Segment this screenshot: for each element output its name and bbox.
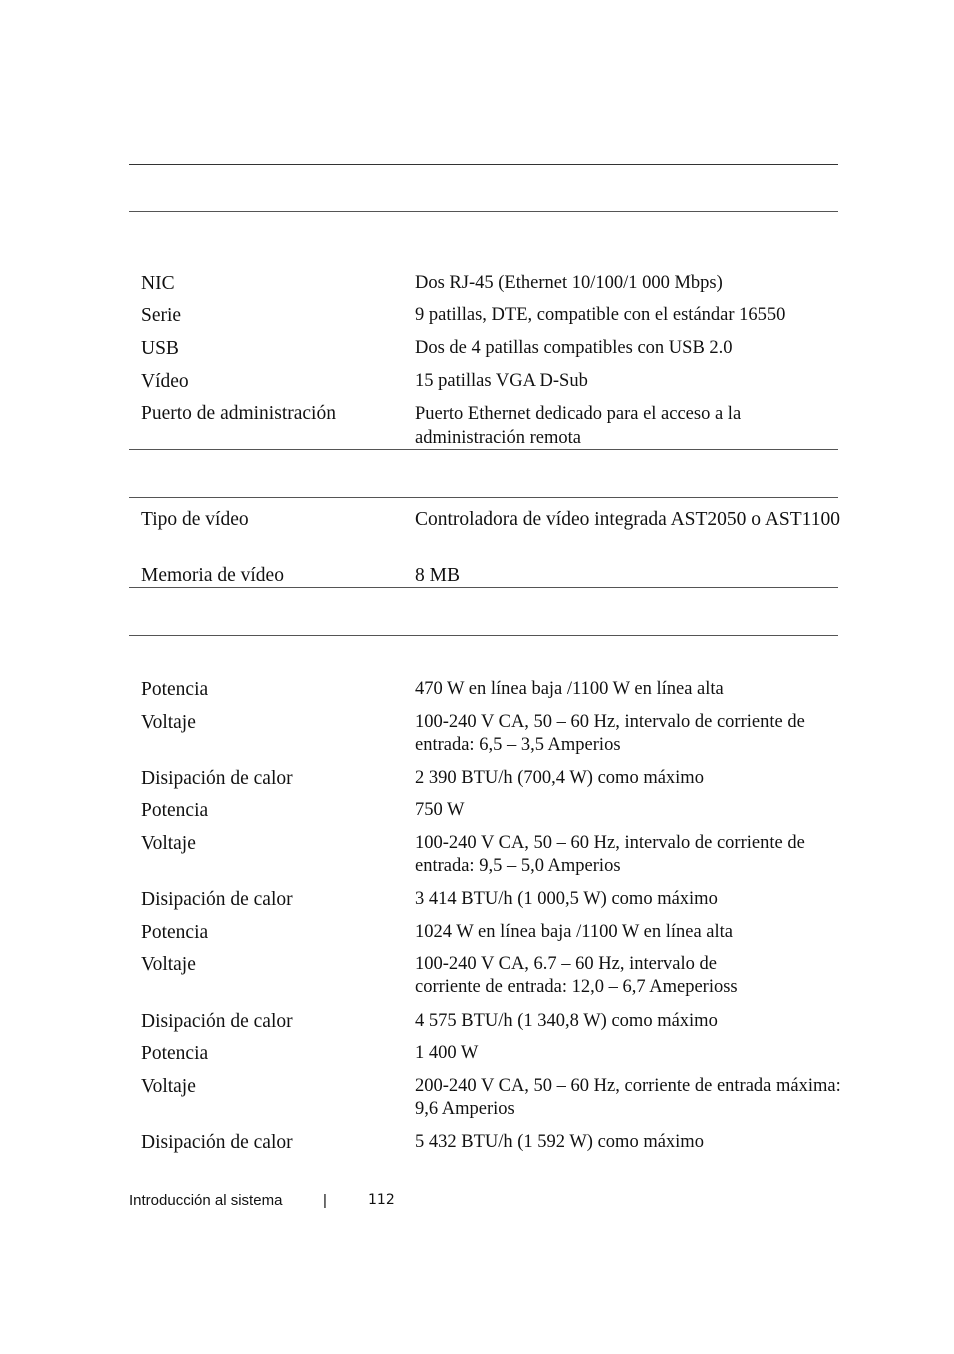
row-label: Voltaje [141,833,196,854]
row-label: NIC [141,273,175,294]
row-value: 100-240 V CA, 50 – 60 Hz, intervalo de corriente de entrada: 9,5 – 5,0 Amperios [415,833,805,876]
row-value: Puerto Ethernet dedicado para el acceso a la administración remota [415,404,742,448]
page-number: 112 [368,1192,395,1208]
row-label: Disipación de calor [141,1011,293,1032]
row-value: 100-240 V CA, 6.7 – 60 Hz, intervalo de corriente de entrada: 12,0 – 6,7 Ameperioss [415,954,738,997]
row-label: Potencia [141,1043,209,1064]
page-footer [129,1192,395,1209]
row-label: Voltaje [141,1076,196,1097]
footer-section-title: Introducción al sistema [129,1192,283,1209]
row-value: 1024 W en línea baja /1100 W en línea alta [415,922,734,942]
row-label: Memoria de vídeo [141,565,284,586]
row-label: Voltaje [141,712,196,733]
row-value: Dos de 4 patillas compatibles con USB 2.0 [415,338,733,358]
row-value: Controladora de vídeo integrada AST2050 o AST1100 [415,509,840,530]
row-label: Serie [141,305,182,326]
row-value: 8 MB [415,565,460,586]
row-value: 750 W [415,800,465,820]
table-rule [129,211,838,212]
row-value: 9 patillas, DTE, compatible con el estándar 16550 [415,305,786,325]
footer-separator: | [323,1192,327,1209]
row-label: Vídeo [141,371,189,392]
row-value: 15 patillas VGA D-Sub [415,371,588,391]
row-label: Disipación de calor [141,889,293,910]
row-label: Potencia [141,800,209,821]
table-rule [129,635,838,636]
row-value: 4 575 BTU/h (1 340,8 W) como máximo [415,1011,718,1031]
row-label: Potencia [141,922,209,943]
row-label: Potencia [141,679,209,700]
table-rule [129,497,838,498]
row-label: Puerto de administración [141,403,336,424]
row-value: 100-240 V CA, 50 – 60 Hz, intervalo de corriente de entrada: 6,5 – 3,5 Amperios [415,712,805,755]
row-value: 3 414 BTU/h (1 000,5 W) como máximo [415,889,718,909]
table-rule [129,164,838,165]
row-label: USB [141,338,179,359]
row-value: Dos RJ-45 (Ethernet 10/100/1 000 Mbps) [415,273,723,293]
row-label: Disipación de calor [141,1132,293,1153]
row-value: 1 400 W [415,1043,479,1063]
row-value: 5 432 BTU/h (1 592 W) como máximo [415,1132,704,1152]
row-label: Tipo de vídeo [141,509,249,530]
row-value: 2 390 BTU/h (700,4 W) como máximo [415,768,704,788]
row-label: Disipación de calor [141,768,293,789]
row-value: 470 W en línea baja /1100 W en línea alta [415,679,724,699]
row-label: Voltaje [141,954,196,975]
row-value: 200-240 V CA, 50 – 60 Hz, corriente de entrada máxima: 9,6 Amperios [415,1076,841,1119]
